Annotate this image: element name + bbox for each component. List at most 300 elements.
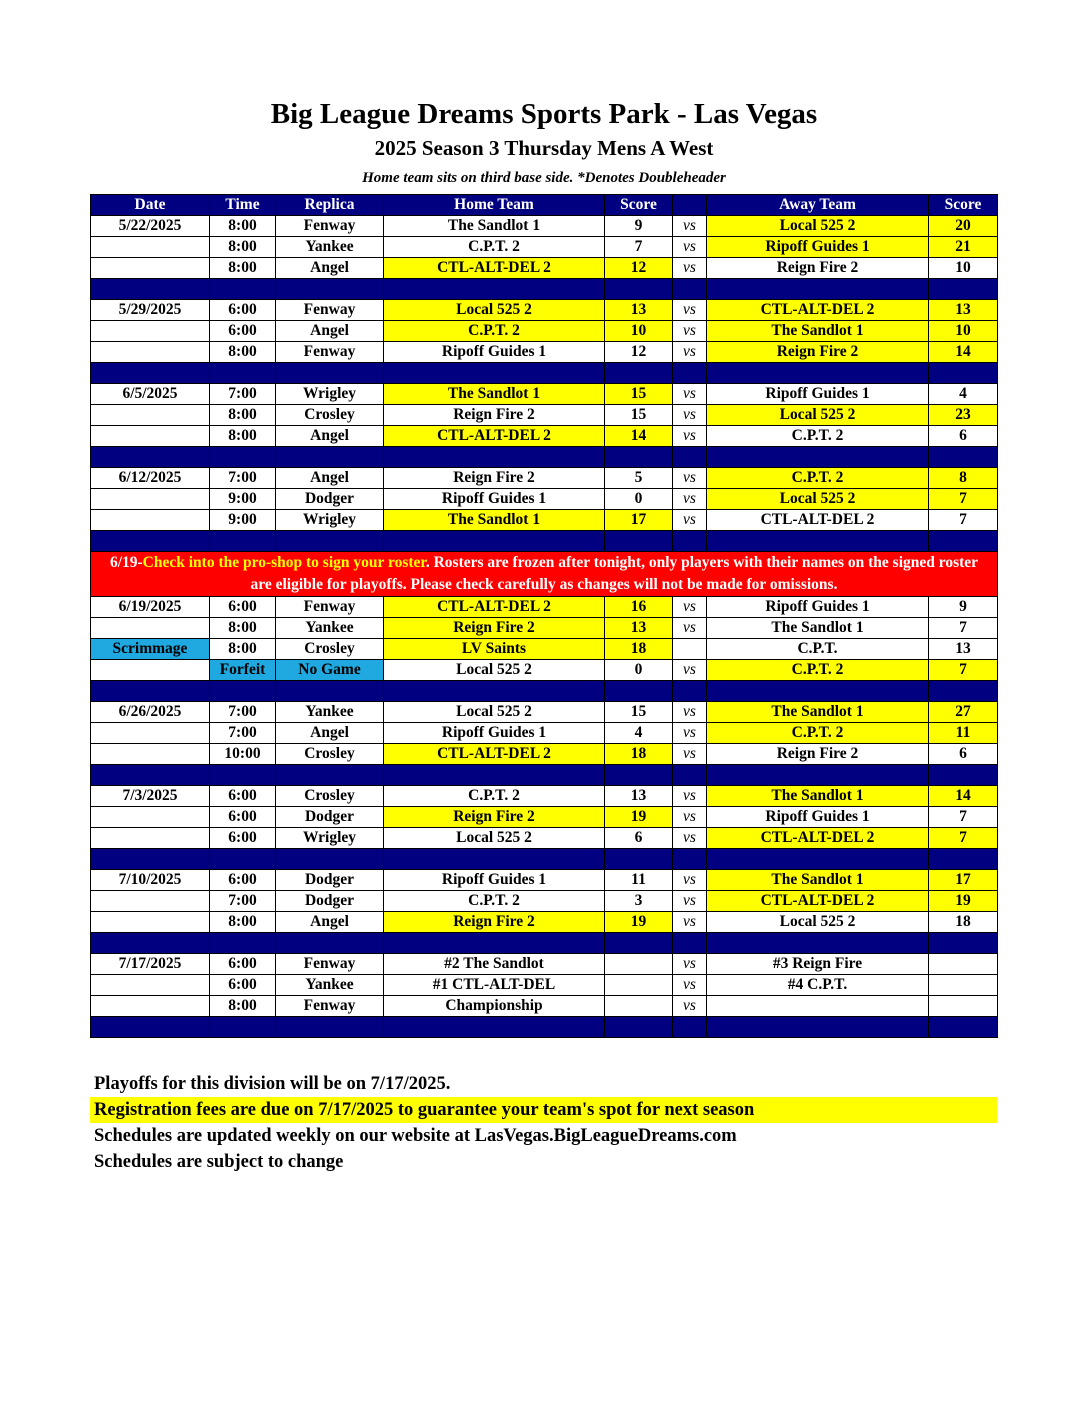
away-team: Ripoff Guides 1 <box>707 384 929 405</box>
away-team: C.P.T. 2 <box>707 468 929 489</box>
game-row <box>91 723 998 744</box>
header-time: Time <box>210 195 276 216</box>
game-row <box>91 597 998 618</box>
separator-cell <box>276 765 384 786</box>
game-replica: Fenway <box>276 342 384 363</box>
separator-cell <box>673 279 707 300</box>
game-date: 6/12/2025 <box>91 468 210 489</box>
home-team: C.P.T. 2 <box>384 237 605 258</box>
notice-row <box>91 552 998 597</box>
game-time: 6:00 <box>210 300 276 321</box>
home-score: 17 <box>605 510 673 531</box>
separator-cell <box>929 765 998 786</box>
playoffs-note: Playoffs for this division will be on 7/17/2025. <box>94 1074 451 1094</box>
separator-cell <box>384 447 605 468</box>
separator-cell <box>210 765 276 786</box>
game-replica: Angel <box>276 258 384 279</box>
game-replica: No Game <box>276 660 384 681</box>
game-replica: Yankee <box>276 975 384 996</box>
separator-cell <box>929 933 998 954</box>
game-replica: Crosley <box>276 639 384 660</box>
game-row <box>91 300 998 321</box>
game-date <box>91 489 210 510</box>
home-team: Ripoff Guides 1 <box>384 342 605 363</box>
home-team: Local 525 2 <box>384 660 605 681</box>
vs-label: vs <box>673 954 707 975</box>
home-score: 18 <box>605 744 673 765</box>
game-row <box>91 912 998 933</box>
game-row <box>91 510 998 531</box>
roster-notice <box>91 552 998 597</box>
game-date <box>91 975 210 996</box>
vs-label: vs <box>673 300 707 321</box>
separator-row <box>91 933 998 954</box>
game-time: 8:00 <box>210 405 276 426</box>
home-team: Ripoff Guides 1 <box>384 723 605 744</box>
game-date <box>91 342 210 363</box>
separator-cell <box>707 531 929 552</box>
vs-label: vs <box>673 468 707 489</box>
game-time: 6:00 <box>210 870 276 891</box>
separator-cell <box>929 531 998 552</box>
away-score: 7 <box>929 828 998 849</box>
separator-cell <box>673 531 707 552</box>
notice-highlight: Check into the pro-shop to sign your roster <box>142 554 426 571</box>
separator-cell <box>91 849 210 870</box>
separator-cell <box>276 363 384 384</box>
home-score: 19 <box>605 912 673 933</box>
game-replica: Fenway <box>276 300 384 321</box>
game-row <box>91 342 998 363</box>
home-team: LV Saints <box>384 639 605 660</box>
game-row <box>91 744 998 765</box>
separator-cell <box>929 363 998 384</box>
game-replica: Dodger <box>276 870 384 891</box>
away-score: 4 <box>929 384 998 405</box>
away-team: C.P.T. <box>707 639 929 660</box>
separator-row <box>91 447 998 468</box>
away-score: 13 <box>929 639 998 660</box>
separator-cell <box>210 849 276 870</box>
separator-cell <box>210 279 276 300</box>
away-team: The Sandlot 1 <box>707 618 929 639</box>
game-time: 6:00 <box>210 954 276 975</box>
home-score <box>605 996 673 1017</box>
game-replica: Angel <box>276 468 384 489</box>
vs-label: vs <box>673 660 707 681</box>
separator-row <box>91 681 998 702</box>
separator-cell <box>384 531 605 552</box>
game-row <box>91 426 998 447</box>
game-row <box>91 489 998 510</box>
away-team: #4 C.P.T. <box>707 975 929 996</box>
home-team: C.P.T. 2 <box>384 321 605 342</box>
game-row <box>91 996 998 1017</box>
home-team: Ripoff Guides 1 <box>384 489 605 510</box>
away-team: Reign Fire 2 <box>707 744 929 765</box>
game-time: 7:00 <box>210 891 276 912</box>
away-team: CTL-ALT-DEL 2 <box>707 891 929 912</box>
game-replica: Wrigley <box>276 828 384 849</box>
home-team-note: Home team sits on third base side. *Denotes Doubleheader <box>362 170 726 186</box>
home-score: 9 <box>605 216 673 237</box>
game-date: 6/19/2025 <box>91 597 210 618</box>
home-team: Local 525 2 <box>384 828 605 849</box>
separator-row <box>91 765 998 786</box>
game-date <box>91 510 210 531</box>
away-team: Ripoff Guides 1 <box>707 807 929 828</box>
home-score: 5 <box>605 468 673 489</box>
separator-cell <box>384 1017 605 1038</box>
away-team: C.P.T. 2 <box>707 426 929 447</box>
home-score: 14 <box>605 426 673 447</box>
separator-row <box>91 363 998 384</box>
game-time: 6:00 <box>210 321 276 342</box>
separator-cell <box>384 363 605 384</box>
vs-label: vs <box>673 786 707 807</box>
game-date: 5/29/2025 <box>91 300 210 321</box>
home-score: 12 <box>605 342 673 363</box>
home-team: CTL-ALT-DEL 2 <box>384 597 605 618</box>
home-team: Reign Fire 2 <box>384 807 605 828</box>
away-score: 7 <box>929 807 998 828</box>
separator-cell <box>276 1017 384 1038</box>
game-date: 6/26/2025 <box>91 702 210 723</box>
separator-cell <box>210 447 276 468</box>
vs-label: vs <box>673 744 707 765</box>
home-team: CTL-ALT-DEL 2 <box>384 258 605 279</box>
game-date <box>91 321 210 342</box>
away-score <box>929 975 998 996</box>
away-score: 8 <box>929 468 998 489</box>
away-team: The Sandlot 1 <box>707 321 929 342</box>
game-date: 6/5/2025 <box>91 384 210 405</box>
game-row <box>91 639 998 660</box>
away-team: Ripoff Guides 1 <box>707 237 929 258</box>
vs-label: vs <box>673 723 707 744</box>
away-score: 13 <box>929 300 998 321</box>
game-replica: Dodger <box>276 489 384 510</box>
separator-cell <box>707 933 929 954</box>
separator-cell <box>929 681 998 702</box>
home-team: Reign Fire 2 <box>384 405 605 426</box>
away-team: #3 Reign Fire <box>707 954 929 975</box>
game-date <box>91 828 210 849</box>
away-score: 21 <box>929 237 998 258</box>
game-time: 8:00 <box>210 342 276 363</box>
separator-cell <box>673 849 707 870</box>
header-home-score: Score <box>605 195 673 216</box>
game-time: 6:00 <box>210 786 276 807</box>
separator-cell <box>673 1017 707 1038</box>
away-score: 7 <box>929 660 998 681</box>
home-score: 7 <box>605 237 673 258</box>
game-date: 7/10/2025 <box>91 870 210 891</box>
home-score <box>605 954 673 975</box>
separator-cell <box>210 681 276 702</box>
game-row <box>91 216 998 237</box>
game-date: 7/3/2025 <box>91 786 210 807</box>
page-title: Big League Dreams Sports Park - Las Vegas <box>270 98 818 130</box>
home-team: CTL-ALT-DEL 2 <box>384 426 605 447</box>
away-team: CTL-ALT-DEL 2 <box>707 510 929 531</box>
separator-cell <box>707 1017 929 1038</box>
separator-cell <box>384 681 605 702</box>
away-score: 17 <box>929 870 998 891</box>
game-date <box>91 660 210 681</box>
page-subtitle: 2025 Season 3 Thursday Mens A West <box>374 136 714 160</box>
separator-cell <box>605 681 673 702</box>
game-replica: Angel <box>276 426 384 447</box>
away-score: 27 <box>929 702 998 723</box>
separator-cell <box>91 363 210 384</box>
separator-cell <box>707 447 929 468</box>
separator-cell <box>276 279 384 300</box>
away-team: Reign Fire 2 <box>707 258 929 279</box>
game-replica: Fenway <box>276 597 384 618</box>
game-replica: Crosley <box>276 405 384 426</box>
game-row <box>91 468 998 489</box>
game-date <box>91 996 210 1017</box>
header-away-team: Away Team <box>707 195 929 216</box>
home-score: 10 <box>605 321 673 342</box>
game-replica: Yankee <box>276 702 384 723</box>
header-vs <box>673 195 707 216</box>
notice-date: 6/19- <box>109 554 143 571</box>
separator-cell <box>384 765 605 786</box>
home-score: 15 <box>605 702 673 723</box>
game-time: 10:00 <box>210 744 276 765</box>
home-score: 12 <box>605 258 673 279</box>
header-replica: Replica <box>276 195 384 216</box>
vs-label: vs <box>673 510 707 531</box>
separator-cell <box>707 363 929 384</box>
game-time: 6:00 <box>210 597 276 618</box>
home-score: 6 <box>605 828 673 849</box>
away-score: 7 <box>929 510 998 531</box>
home-score: 0 <box>605 660 673 681</box>
separator-cell <box>605 447 673 468</box>
away-team: Local 525 2 <box>707 405 929 426</box>
away-score: 19 <box>929 891 998 912</box>
game-replica: Dodger <box>276 891 384 912</box>
home-score: 18 <box>605 639 673 660</box>
separator-cell <box>91 531 210 552</box>
home-score: 4 <box>605 723 673 744</box>
separator-cell <box>91 447 210 468</box>
home-score <box>605 975 673 996</box>
game-replica: Fenway <box>276 996 384 1017</box>
separator-cell <box>91 279 210 300</box>
game-row <box>91 258 998 279</box>
home-score: 11 <box>605 870 673 891</box>
game-date <box>91 807 210 828</box>
separator-row <box>91 849 998 870</box>
home-team: CTL-ALT-DEL 2 <box>384 744 605 765</box>
separator-cell <box>210 933 276 954</box>
separator-cell <box>210 531 276 552</box>
game-replica: Wrigley <box>276 510 384 531</box>
separator-cell <box>91 933 210 954</box>
separator-cell <box>605 279 673 300</box>
separator-cell <box>707 681 929 702</box>
separator-cell <box>210 1017 276 1038</box>
home-score: 19 <box>605 807 673 828</box>
header-home-team: Home Team <box>384 195 605 216</box>
game-replica: Fenway <box>276 954 384 975</box>
away-team: CTL-ALT-DEL 2 <box>707 300 929 321</box>
home-team: The Sandlot 1 <box>384 384 605 405</box>
home-team: Reign Fire 2 <box>384 618 605 639</box>
game-time: 8:00 <box>210 639 276 660</box>
home-team: C.P.T. 2 <box>384 891 605 912</box>
vs-label: vs <box>673 237 707 258</box>
home-team: #1 CTL-ALT-DEL <box>384 975 605 996</box>
game-row <box>91 405 998 426</box>
home-score: 0 <box>605 489 673 510</box>
separator-cell <box>276 531 384 552</box>
separator-cell <box>707 849 929 870</box>
vs-label: vs <box>673 321 707 342</box>
game-date <box>91 426 210 447</box>
game-replica: Crosley <box>276 786 384 807</box>
game-time: 8:00 <box>210 912 276 933</box>
away-score: 11 <box>929 723 998 744</box>
home-score: 13 <box>605 300 673 321</box>
separator-cell <box>605 765 673 786</box>
game-date <box>91 618 210 639</box>
game-row <box>91 870 998 891</box>
game-time: 6:00 <box>210 975 276 996</box>
separator-cell <box>210 363 276 384</box>
away-score: 18 <box>929 912 998 933</box>
game-time: 8:00 <box>210 237 276 258</box>
separator-cell <box>276 681 384 702</box>
game-time: 8:00 <box>210 426 276 447</box>
away-team: C.P.T. 2 <box>707 660 929 681</box>
change-note: Schedules are subject to change <box>94 1152 344 1172</box>
home-team: #2 The Sandlot <box>384 954 605 975</box>
vs-label: vs <box>673 807 707 828</box>
separator-cell <box>91 765 210 786</box>
game-date <box>91 237 210 258</box>
away-score: 20 <box>929 216 998 237</box>
separator-cell <box>384 849 605 870</box>
vs-label: vs <box>673 258 707 279</box>
game-time: 7:00 <box>210 702 276 723</box>
away-score: 14 <box>929 342 998 363</box>
game-time: 8:00 <box>210 618 276 639</box>
away-team: Local 525 2 <box>707 216 929 237</box>
vs-label: vs <box>673 597 707 618</box>
away-team: C.P.T. 2 <box>707 723 929 744</box>
header-date: Date <box>91 195 210 216</box>
game-date <box>91 258 210 279</box>
game-row <box>91 237 998 258</box>
website-note: Schedules are updated weekly on our website at LasVegas.BigLeagueDreams.com <box>94 1126 737 1146</box>
game-row <box>91 660 998 681</box>
vs-label: vs <box>673 405 707 426</box>
away-team: The Sandlot 1 <box>707 786 929 807</box>
away-score <box>929 996 998 1017</box>
vs-label: vs <box>673 618 707 639</box>
game-replica: Wrigley <box>276 384 384 405</box>
game-time: 7:00 <box>210 468 276 489</box>
home-score: 13 <box>605 786 673 807</box>
game-time: 9:00 <box>210 510 276 531</box>
separator-cell <box>605 531 673 552</box>
separator-cell <box>605 363 673 384</box>
away-team: Local 525 2 <box>707 912 929 933</box>
separator-cell <box>384 933 605 954</box>
game-replica: Crosley <box>276 744 384 765</box>
registration-note: Registration fees are due on 7/17/2025 to guarantee your team's spot for next season <box>90 1097 997 1123</box>
away-team: Reign Fire 2 <box>707 342 929 363</box>
home-team: Reign Fire 2 <box>384 912 605 933</box>
home-score: 3 <box>605 891 673 912</box>
away-score: 23 <box>929 405 998 426</box>
away-score: 7 <box>929 489 998 510</box>
game-time: Forfeit <box>210 660 276 681</box>
home-team: The Sandlot 1 <box>384 216 605 237</box>
vs-label: vs <box>673 342 707 363</box>
separator-row <box>91 279 998 300</box>
home-score: 15 <box>605 405 673 426</box>
game-date: Scrimmage <box>91 639 210 660</box>
vs-label: vs <box>673 870 707 891</box>
game-time: 8:00 <box>210 996 276 1017</box>
separator-cell <box>929 849 998 870</box>
game-time: 8:00 <box>210 258 276 279</box>
separator-cell <box>384 279 605 300</box>
separator-cell <box>91 681 210 702</box>
game-date <box>91 723 210 744</box>
vs-label: vs <box>673 426 707 447</box>
home-team: Reign Fire 2 <box>384 468 605 489</box>
away-team: Local 525 2 <box>707 489 929 510</box>
game-replica: Yankee <box>276 237 384 258</box>
notice-text: . Rosters are frozen after tonight, only players with their names on the signed roster are eligible for playoffs. Please check carefully as changes will not be made for omissions. <box>250 554 979 593</box>
separator-cell <box>929 1017 998 1038</box>
home-score: 16 <box>605 597 673 618</box>
separator-cell <box>673 363 707 384</box>
home-team: Ripoff Guides 1 <box>384 870 605 891</box>
game-row <box>91 786 998 807</box>
separator-cell <box>707 765 929 786</box>
game-row <box>91 618 998 639</box>
vs-label: vs <box>673 912 707 933</box>
separator-cell <box>276 849 384 870</box>
vs-label: vs <box>673 702 707 723</box>
home-score: 13 <box>605 618 673 639</box>
game-date <box>91 912 210 933</box>
home-score: 15 <box>605 384 673 405</box>
home-team: Local 525 2 <box>384 702 605 723</box>
away-score: 10 <box>929 258 998 279</box>
game-replica: Fenway <box>276 216 384 237</box>
vs-label <box>673 639 707 660</box>
game-replica: Angel <box>276 912 384 933</box>
home-team: Local 525 2 <box>384 300 605 321</box>
separator-cell <box>707 279 929 300</box>
vs-label: vs <box>673 384 707 405</box>
away-team: The Sandlot 1 <box>707 702 929 723</box>
separator-cell <box>929 447 998 468</box>
game-time: 8:00 <box>210 216 276 237</box>
away-team <box>707 996 929 1017</box>
game-row <box>91 807 998 828</box>
separator-cell <box>673 681 707 702</box>
